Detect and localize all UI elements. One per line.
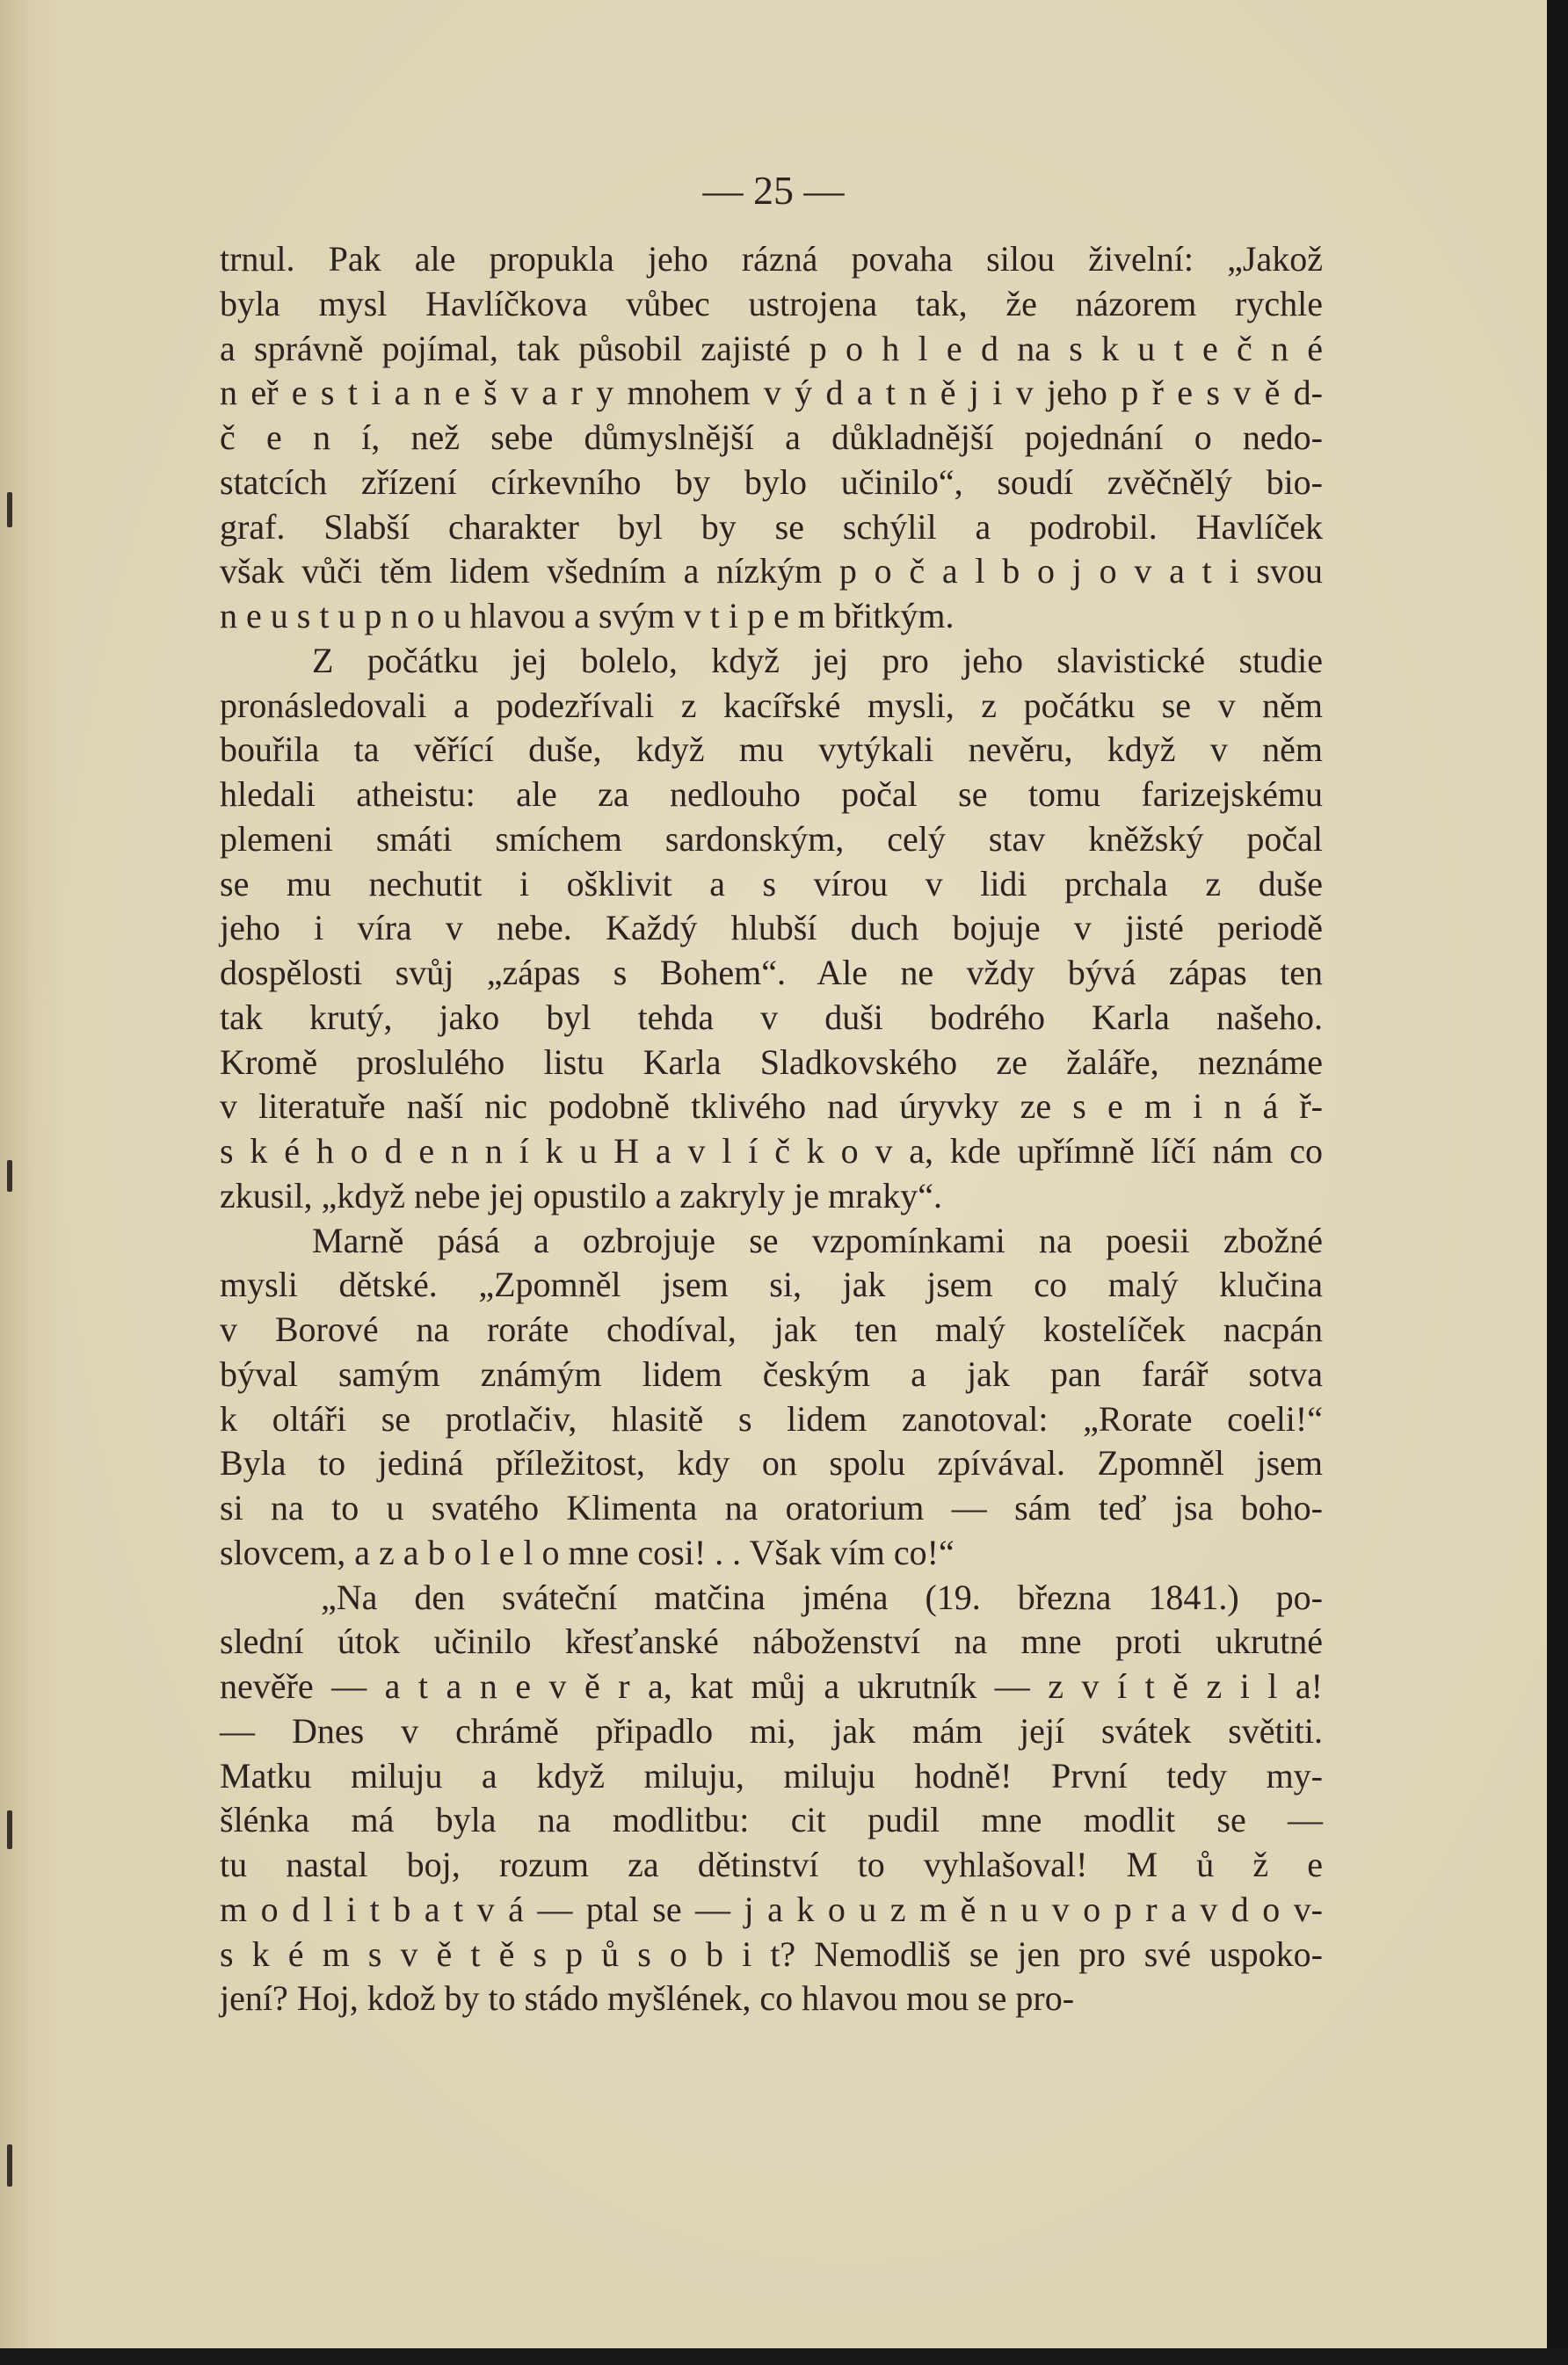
scan-border-bottom (0, 2348, 1568, 2365)
text-line: slovcem, a z a b o l e l o mne cosi! . . Však vím co!“ (220, 1532, 955, 1572)
text-line: Matku miluju a když miluju, miluju hodně! První tedy my- (220, 1755, 1323, 1796)
text-line: trnul. Pak ale propukla jeho rázná povaha silou živelní: „Jakož (220, 239, 1323, 279)
text-line: k oltáři se protlačiv, hlasitě s lidem zanotoval: „Rorate coeli!“ (220, 1398, 1323, 1439)
text-line: však vůči těm lidem všedním a nízkým p o č a l b o j o v a t i svou (220, 551, 1323, 591)
text-line: s k é h o d e n n í k u H a v l í č k o v a, kde upřímně líčí nám co (220, 1131, 1323, 1171)
text-line: m o d l i t b a t v á — ptal se — j a k o u z m ě n u v o p r a v d o v- (220, 1889, 1323, 1929)
text-line: tak krutý, jako byl tehda v duši bodrého Karla našeho. (220, 997, 1323, 1037)
text-line: tu nastal boj, rozum za dětinství to vyhlašoval! M ů ž e (220, 1845, 1323, 1884)
body-text (220, 237, 1323, 2021)
text-line: nevěře — a t a n e v ě r a, kat můj a ukrutník — z v í t ě z i l a! (220, 1666, 1323, 1706)
paragraph-start-line: Marně pásá a ozbrojuje se vzpomínkami na poesii zbožné (312, 1220, 1323, 1260)
text-line: pronásledovali a podezřívali z kacířské mysli, z počátku se v něm (220, 685, 1323, 725)
text-line: mysli dětské. „Zpomněl jsem si, jak jsem co malý klučina (220, 1265, 1323, 1305)
margin-mark (7, 2144, 12, 2187)
text-line: v Borové na roráte chodíval, jak ten malý kostelíček nacpán (220, 1309, 1323, 1349)
text-line: v literatuře naší nic podobně tklivého nad úryvky ze s e m i n á ř- (220, 1086, 1323, 1127)
text-line: č e n í, než sebe důmyslnější a důkladnější pojednání o nedo- (220, 417, 1323, 457)
text-line: zkusil, „když nebe jej opustilo a zakryly je mraky“. (220, 1175, 942, 1215)
margin-mark (7, 1160, 12, 1192)
text-line: Byla to jediná příležitost, kdy on spolu zpívával. Zpomněl jsem (220, 1443, 1323, 1484)
text-line: slední útok učinilo křesťanské náboženství na mne proti ukrutné (220, 1621, 1323, 1662)
margin-mark (7, 1810, 12, 1849)
text-line: dospělosti svůj „zápas s Bohem“. Ale ne vždy bývá zápas ten (220, 953, 1323, 992)
scan-border-right (1547, 0, 1568, 2365)
text-line: plemeni smáti smíchem sardonským, celý stav kněžský počal (220, 818, 1323, 859)
text-line: s k é m s v ě t ě s p ů s o b i t? Nemodliš se jen pro své uspoko- (220, 1933, 1323, 1974)
page-number: — 25 — (702, 168, 845, 213)
text-line: bouřila ta věřící duše, když mu vytýkali nevěru, když v něm (220, 729, 1323, 770)
text-line: jeho i víra v nebe. Každý hlubší duch bojuje v jisté periodě (220, 908, 1323, 948)
text-line: — Dnes v chrámě připadlo mi, jak mám její svátek světiti. (220, 1710, 1323, 1751)
text-line: n e u s t u p n o u hlavou a svým v t i p e m břitkým. (220, 596, 955, 635)
text-line: si na to u svatého Klimenta na oratorium — sám teď jsa boho- (220, 1488, 1323, 1527)
text-line: Kromě proslulého listu Karla Sladkovského ze žaláře, neznáme (220, 1041, 1323, 1082)
margin-mark (7, 492, 12, 527)
text-line: býval samým známým lidem českým a jak pan farář sotva (220, 1353, 1323, 1394)
paragraph-start-line: „Na den sváteční matčina jména (19. března 1841.) po- (321, 1577, 1323, 1617)
text-line: šlénka má byla na modlitbu: cit pudil mne modlit se — (220, 1800, 1323, 1840)
text-line: a správně pojímal, tak působil zajisté p o h l e d na s k u t e č n é (220, 328, 1323, 368)
text-line: se mu nechutit i ošklivit a s vírou v lidi prchala z duše (220, 863, 1323, 903)
text-line: graf. Slabší charakter byl by se schýlil a podrobil. Havlíček (220, 506, 1323, 547)
text-line: statcích zřízení církevního by bylo učinilo“, soudí zvěčnělý bio- (220, 461, 1323, 502)
paragraph-start-line: Z počátku jej bolelo, když jej pro jeho slavistické studie (312, 640, 1323, 680)
text-line: byla mysl Havlíčkova vůbec ustrojena tak, že názorem rychle (220, 283, 1323, 323)
text-line: hledali atheistu: ale za nedlouho počal se tomu farizejskému (220, 774, 1323, 814)
text-line: jení? Hoj, kdož by to stádo myšlének, co hlavou mou se pro- (220, 1978, 1075, 2019)
text-line: n eř e s t i a n e š v a r y mnohem v ý d a t n ě j i v jeho p ř e s v ě d- (220, 373, 1323, 413)
